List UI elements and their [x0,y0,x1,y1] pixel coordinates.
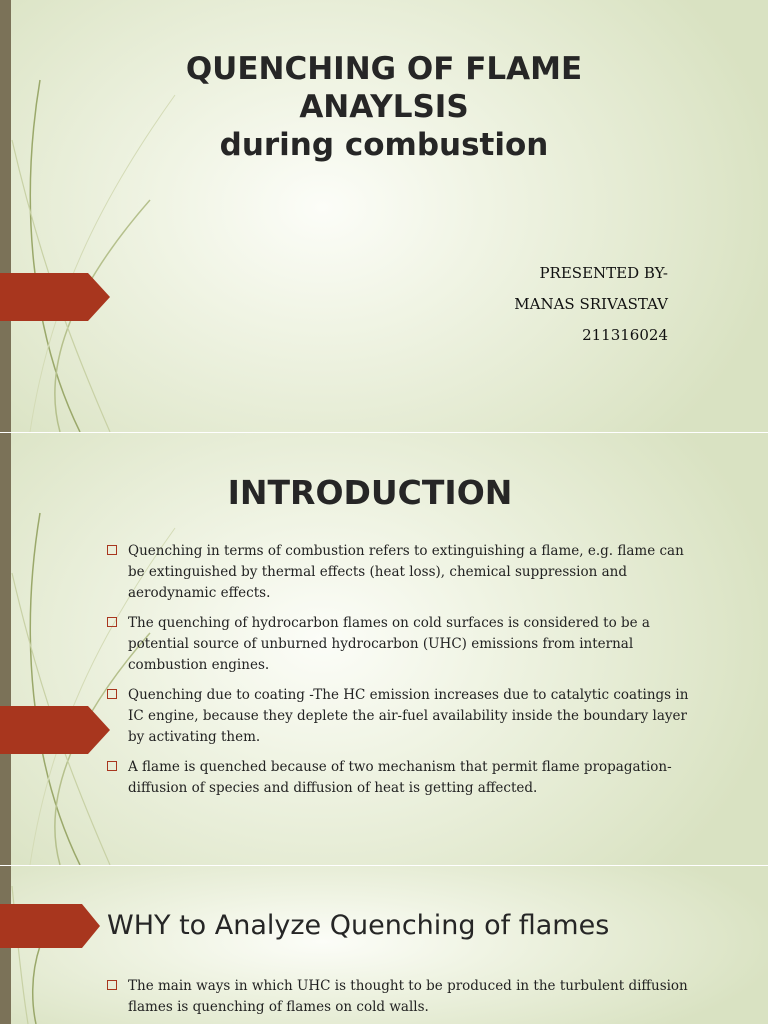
title-line-2: ANAYLSIS [299,89,469,125]
slide-introduction [0,433,768,865]
list-item: Quenching due to coating -The HC emission increases due to catalytic coatings in IC engine, because they deplete the air-fuel availability inside the boundary layer by activating them. [107,685,692,748]
square-bullet-icon [107,617,117,627]
title-line-1: QUENCHING OF FLAME [185,51,583,87]
square-bullet-icon [107,689,117,699]
accent-tab [0,273,110,321]
presented-by-label: PRESENTED BY- [539,264,668,282]
intro-bullet-list [107,541,692,808]
list-item: Quenching in terms of combustion refers to extinguishing a flame, e.g. flame can be extinguished by thermal effects (heat loss), chemical suppression and aerodynamic effects. [107,541,692,604]
accent-tab [0,706,110,754]
square-bullet-icon [107,761,117,771]
list-item: A flame is quenched because of two mechanism that permit flame propagation- diffusion of species and diffusion of heat is getting affected. [107,757,692,799]
list-item: The main ways in which UHC is thought to be produced in the turbulent diffusion flames is quenching of flames on cold walls. [107,976,692,1018]
list-item: The quenching of hydrocarbon flames on cold surfaces is considered to be a potential source of unburned hydrocarbon (UHC) emissions from internal combustion engines. [107,613,692,676]
section-heading: WHY to Analyze Quenching of flames [107,910,610,941]
title-subtitle: during combustion [219,127,549,163]
slide-title [0,0,768,432]
presenter-name: MANAS SRIVASTAV [514,295,668,313]
why-bullet-list [107,976,692,1024]
presenter-id: 211316024 [582,326,668,344]
slide-why-analyze [0,866,768,1024]
square-bullet-icon [107,545,117,555]
accent-tab [0,904,100,948]
square-bullet-icon [107,980,117,990]
section-heading: INTRODUCTION [227,473,513,512]
presenter-block [514,258,668,351]
page-title [0,50,768,164]
